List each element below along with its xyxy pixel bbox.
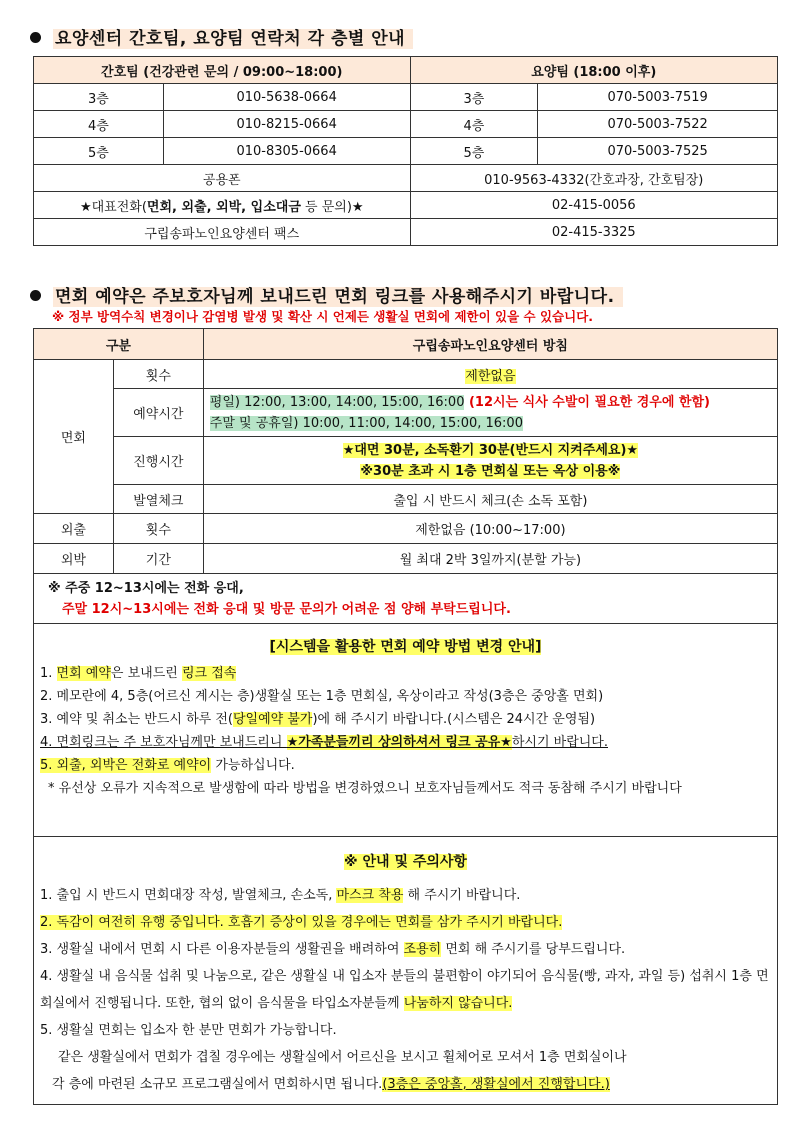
warning-note: ※ 정부 방역수칙 변경이나 감염병 발생 및 확산 시 언제든 생활실 면회에 제한이 있을 수 있습니다. xyxy=(52,309,594,324)
list-item-sub: 각 층에 마련된 소규모 프로그램실에서 면회하시면 됩니다.(3층은 중앙홀, 생활실에서 진행합니다.) xyxy=(52,1077,610,1092)
table-row xyxy=(34,165,778,192)
floor-cell: 5층 xyxy=(410,138,538,165)
overnight-value: 월 최대 2박 3일까지(분할 가능) xyxy=(203,544,777,574)
list-item: 3. 생활실 내에서 면회 시 다른 이용자분들의 생활권을 배려하여 조용히 면회 해 주시기를 당부드립니다. xyxy=(40,942,626,957)
floor-cell: 3층 xyxy=(410,84,538,111)
fever-value: 출입 시 반드시 체크(손 소독 포함) xyxy=(203,485,777,514)
table-row xyxy=(34,111,778,138)
floor-cell: 4층 xyxy=(34,111,164,138)
table-row xyxy=(34,138,778,165)
reserve-value: 평일) 12:00, 13:00, 14:00, 15:00, 16:00 (12시는 식사 수발이 필요한 경우에 한함) 주말 및 공휴일) 10:00, 11:00, 14:00, 15:00, 16:00 xyxy=(203,389,777,437)
lunch-note: ※ 주중 12~13시에는 전화 응대, 주말 12시~13시에는 전화 응대 및 방문 문의가 어려운 점 양해 부탁드립니다. xyxy=(34,574,778,624)
list-item-sub: 같은 생활실에서 면회가 겹칠 경우에는 생활실에서 어르신을 보시고 휠체어로 모셔서 1층 면회실이나 xyxy=(58,1050,627,1065)
table-row xyxy=(34,192,778,219)
public-phone-label: 공용폰 xyxy=(34,165,411,192)
count-label: 횟수 xyxy=(113,360,203,389)
notice-title: ※ 안내 및 주의사항 xyxy=(344,854,467,870)
phone-cell: 010-8305-0664 xyxy=(163,138,410,165)
list-item: 2. 독감이 여전히 유행 중입니다. 호흡기 증상이 있을 경우에는 면회를 삼가 주시기 바랍니다. xyxy=(40,915,563,930)
bullet-icon xyxy=(30,290,41,301)
system-guide-title: [시스템을 활용한 면회 예약 방법 변경 안내] xyxy=(269,639,542,655)
overnight-period-label: 기간 xyxy=(113,544,203,574)
floor-cell: 4층 xyxy=(410,111,538,138)
fax-value: 02-415-3325 xyxy=(410,219,777,246)
table-row xyxy=(34,84,778,111)
notice-box xyxy=(34,837,778,1105)
policy-header: 구립송파노인요양센터 방침 xyxy=(203,329,777,360)
fever-label: 발열체크 xyxy=(113,485,203,514)
phone-cell: 010-5638-0664 xyxy=(163,84,410,111)
table-row xyxy=(34,219,778,246)
outing-value: 제한없음 (10:00~17:00) xyxy=(203,514,777,544)
category-header: 구분 xyxy=(34,329,204,360)
phone-cell: 070-5003-7519 xyxy=(538,84,778,111)
care-team-header: 요양팀 (18:00 이후) xyxy=(410,57,777,84)
list-item: 1. 출입 시 반드시 면회대장 작성, 발열체크, 손소독, 마스크 착용 해 주시기 바랍니다. xyxy=(40,888,521,903)
nurse-team-header: 간호팀 (건강관련 문의 / 09:00~18:00) xyxy=(34,57,411,84)
list-item: 2. 메모란에 4, 5층(어르신 계시는 층)생활실 또는 1층 면회실, 옥상이라고 작성(3층은 중앙홀 면회) xyxy=(40,689,604,704)
system-note: * 유선상 오류가 지속적으로 발생함에 따라 방법을 변경하였으니 보호자님들께서도 적극 동참해 주시기 바랍니다 xyxy=(48,781,682,796)
main-phone-label: ★대표전화(면회, 외출, 외박, 입소대금 등 문의)★ xyxy=(34,192,411,219)
progress-value: ★대면 30분, 소독환기 30분(반드시 지켜주세요)★ ※30분 초과 시 1층 면회실 또는 옥상 이용※ xyxy=(203,437,777,485)
count-value: 제한없음 xyxy=(203,360,777,389)
reserve-label: 예약시간 xyxy=(113,389,203,437)
list-item: 1. 면회 예약은 보내드린 링크 접속 xyxy=(40,666,237,681)
list-item: 4. 면회링크는 주 보호자님께만 보내드리니 ★가족분들끼리 상의하셔서 링크 공유★하시기 바랍니다. xyxy=(40,735,608,750)
fax-label: 구립송파노인요양센터 팩스 xyxy=(34,219,411,246)
list-item: 5. 외출, 외박은 전화로 예약이 가능하십니다. xyxy=(40,758,295,773)
visit-label: 면회 xyxy=(34,360,114,514)
public-phone-value: 010-9563-4332(간호과장, 간호팀장) xyxy=(410,165,777,192)
phone-cell: 070-5003-7522 xyxy=(538,111,778,138)
list-item: 3. 예약 및 취소는 반드시 하루 전(당일예약 불가)에 해 주시기 바랍니다.(시스템은 24시간 운영됨) xyxy=(40,712,596,727)
visit-policy-table xyxy=(33,328,778,1105)
section2-title: 면회 예약은 주보호자님께 보내드린 면회 링크를 사용해주시기 바랍니다. xyxy=(30,282,623,307)
list-item: 4. 생활실 내 음식물 섭취 및 나눔으로, 같은 생활실 내 입소자 분들의 불편함이 야기되어 음식물(빵, 과자, 과일 등) 섭취시 1층 면회실에서 진행됩니다. 또한, 협의 없이 음식물을 타입소자분들께 나눔하지 않습니다. xyxy=(40,969,769,1011)
floor-cell: 3층 xyxy=(34,84,164,111)
main-phone-value: 02-415-0056 xyxy=(410,192,777,219)
phone-cell: 070-5003-7525 xyxy=(538,138,778,165)
bullet-icon xyxy=(30,32,41,43)
system-guide-box xyxy=(34,624,778,837)
outing-label: 외출 xyxy=(34,514,114,544)
floor-cell: 5층 xyxy=(34,138,164,165)
phone-cell: 010-8215-0664 xyxy=(163,111,410,138)
outing-count-label: 횟수 xyxy=(113,514,203,544)
section1-title: 요양센터 간호팀, 요양팀 연락처 각 층별 안내 xyxy=(30,24,413,49)
progress-label: 진행시간 xyxy=(113,437,203,485)
overnight-label: 외박 xyxy=(34,544,114,574)
list-item: 5. 생활실 면회는 입소자 한 분만 면회가 가능합니다. xyxy=(40,1023,337,1038)
contact-table xyxy=(33,56,778,246)
